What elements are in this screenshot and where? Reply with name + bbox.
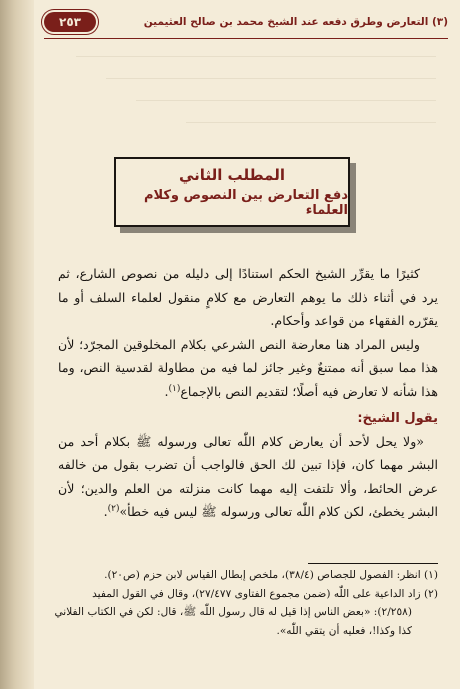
sheikh-heading: يقول الشيخ: — [357, 410, 438, 426]
show-through-line — [106, 78, 436, 79]
footnote-separator — [308, 563, 438, 564]
section-title-box — [114, 157, 350, 227]
page-gutter — [0, 0, 34, 689]
show-through-line — [76, 56, 436, 57]
show-through-line — [186, 122, 436, 123]
footnote: (١) انظر: الفصول للجصاص (٣٨/٤)، ملخص إبطال القياس لابن حزم (ص٢٠). — [104, 569, 438, 581]
footnotes — [50, 566, 438, 640]
footnote-continuation: كذا وكذا!، فعليه أن يتقي اللّٰه». — [276, 624, 412, 637]
running-header-title: (٣) التعارض وطرق دفعه عند الشيخ محمد بن صالح العثيمين — [143, 16, 448, 28]
show-through-line — [136, 100, 436, 101]
section-heading: المطلب الثاني — [179, 166, 286, 184]
footnote-marker: (٢) — [107, 504, 120, 515]
section-subheading: دفع التعارض بين النصوص وكلام العلماء — [143, 188, 348, 218]
running-header — [44, 10, 448, 34]
body-text — [58, 262, 438, 524]
paragraph-text: وليس المراد هنا معارضة النص الشرعي بكلام المخلوقين المجرّد؛ لأن هذا مما سبق أنه ممتنعٌ وغير جائز لما فيه من مطاولة لقدسية النص، وما هذا شأنه لا تعارض فيه أصلًا؛ لتقديم النص بالإجماع — [58, 336, 438, 399]
footnote-marker: (١) — [168, 383, 181, 394]
quotation: «ولا يحل لأحد أن يعارض كلام اللّٰه تعالى ورسوله ﷺ بكلام أحد من البشر مهما كان، فإذا تبين لك الحق فالواجب أن تضرب بقول من خالفه عرض الحائط، وألا تلتفت إليه مهما كانت منزلته من العلم والدين؛ لأن البشر يخطئ، لكن كلام اللّٰه تعالى ورسوله ﷺ ليس فيه خطأ»$^{(٢)}$. — [58, 433, 438, 520]
quotation-text: «ولا يحل لأحد أن يعارض كلام اللّٰه تعالى ورسوله ﷺ بكلام أحد من البشر مهما كان، فإذا تبين لك الحق فالواجب أن تضرب بقول من خالفه عرض الحائط، وألا تلتفت إليه مهما كانت منزلته من العلم والدين؛ لأن البشر يخطئ، لكن كلام اللّٰه تعالى ورسوله ﷺ ليس فيه خطأ» — [58, 433, 438, 520]
paragraph: وليس المراد هنا معارضة النص الشرعي بكلام المخلوقين المجرّد؛ لأن هذا مما سبق أنه ممتنعٌ وغير جائز لما فيه من مطاولة لقدسية النص، وما هذا شأنه لا تعارض فيه أصلًا؛ لتقديم النص بالإجماع$^{(١)}$. — [58, 336, 438, 399]
paragraph-text: كثيرًا ما يقرِّر الشيخ الحكم استنادًا إلى دليله من نصوص الشارع، ثم يرد في أثناء ذلك ما يوهم التعارض مع كلامٍ منقول لعلماء السلف أو ما يقرّره الفقهاء من قواعد وأحكام. — [58, 266, 438, 329]
footnote-continuation: (٢/٢٥٨): «بعض الناس إذا قيل له قال رسول اللّٰه ﷺ، قال: لكن في الكتاب الفلاني — [54, 606, 412, 618]
footnote: (٢) زاد الداعية على اللّٰه (ضمن مجموع الفتاوى ٢٧/٤٧٧)، وقال في القول المفيد — [92, 587, 438, 600]
paragraph — [58, 262, 438, 333]
page-number-badge: ٢٥٣ — [44, 12, 96, 32]
header-rule — [44, 38, 448, 39]
